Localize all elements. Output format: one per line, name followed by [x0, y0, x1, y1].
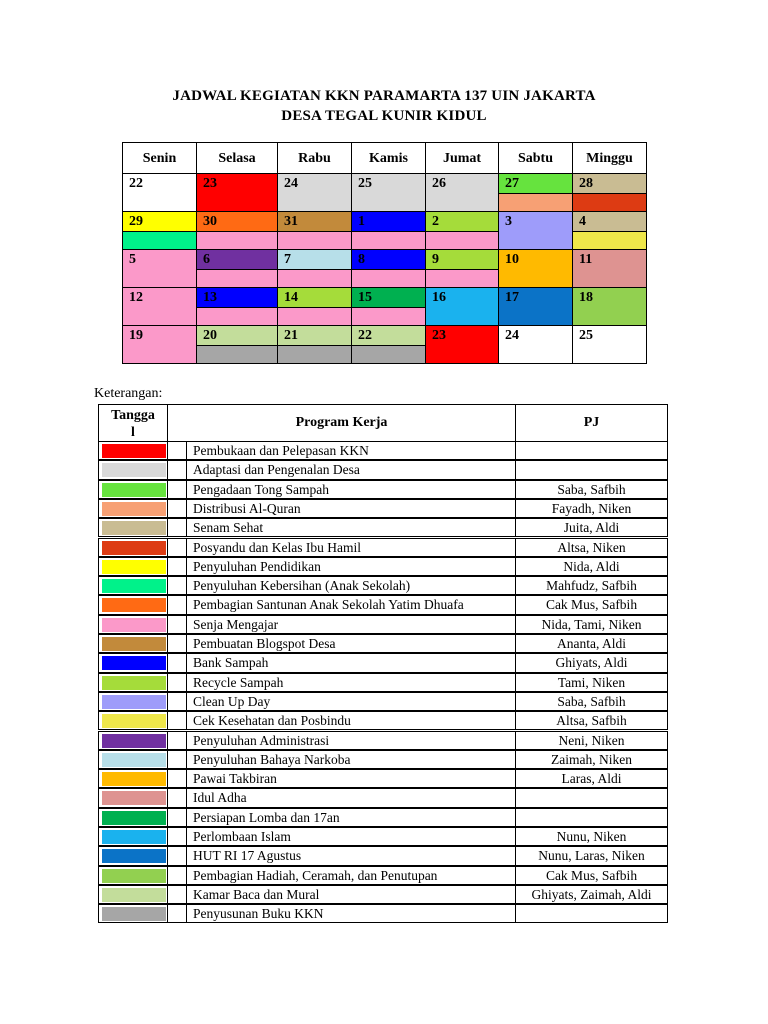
calendar-date: 10 — [505, 252, 519, 267]
calendar-date: 7 — [284, 252, 291, 267]
calendar-date: 18 — [579, 290, 593, 305]
legend-row — [98, 634, 668, 653]
color-swatch — [102, 753, 166, 767]
program-kerja-cell: Distribusi Al-Quran — [186, 499, 516, 518]
legend-row — [98, 788, 668, 807]
program-kerja-cell: Posyandu dan Kelas Ibu Hamil — [186, 538, 516, 557]
program-kerja-cell: Persiapan Lomba dan 17an — [186, 808, 516, 827]
document-subtitle: DESA TEGAL KUNIR KIDUL — [281, 108, 487, 124]
swatch-cell — [98, 653, 168, 672]
program-kerja-cell: Pembukaan dan Pelepasan KKN — [186, 441, 516, 460]
activity-color-strip — [573, 269, 646, 287]
activity-color-strip — [352, 269, 425, 287]
activity-color-strip — [123, 345, 196, 363]
swatch-cell — [98, 557, 168, 576]
color-swatch — [102, 907, 166, 921]
spacer-cell — [167, 904, 187, 923]
pj-cell: Laras, Aldi — [515, 769, 668, 788]
pj-cell: Cak Mus, Safbih — [515, 595, 668, 614]
spacer-cell — [167, 499, 187, 518]
color-swatch — [102, 598, 166, 612]
activity-color-strip — [278, 269, 351, 287]
swatch-cell — [98, 460, 168, 479]
activity-calendar — [122, 142, 646, 366]
spacer-cell — [167, 769, 187, 788]
calendar-day-cell — [196, 287, 278, 326]
calendar-day-cell — [425, 325, 499, 364]
calendar-day-cell — [425, 173, 499, 212]
color-swatch — [102, 502, 166, 516]
calendar-date: 16 — [432, 290, 446, 305]
activity-color-strip — [426, 345, 498, 363]
legend-row — [98, 518, 668, 537]
spacer-cell — [167, 808, 187, 827]
program-kerja-cell: Penyuluhan Kebersihan (Anak Sekolah) — [186, 576, 516, 595]
header-tanggal — [98, 404, 168, 442]
swatch-cell — [98, 673, 168, 692]
header-program-kerja: Program Kerja — [167, 404, 516, 442]
pj-cell: Saba, Safbih — [515, 480, 668, 499]
program-kerja-cell: Recycle Sampah — [186, 673, 516, 692]
activity-color-strip — [278, 193, 351, 211]
calendar-date: 24 — [505, 328, 519, 343]
calendar-date: 23 — [203, 176, 217, 191]
spacer-cell — [167, 518, 187, 537]
color-swatch — [102, 656, 166, 670]
header-pj: PJ — [515, 404, 668, 442]
pj-cell: Altsa, Niken — [515, 538, 668, 557]
color-swatch — [102, 811, 166, 825]
spacer-cell — [167, 827, 187, 846]
calendar-day-cell — [351, 325, 426, 364]
color-swatch — [102, 560, 166, 574]
activity-color-strip — [499, 269, 572, 287]
activity-color-strip — [197, 307, 277, 325]
color-swatch — [102, 483, 166, 497]
pj-cell: Nunu, Niken — [515, 827, 668, 846]
activity-color-strip — [197, 231, 277, 249]
calendar-day-cell — [351, 249, 426, 288]
pj-cell: Tami, Niken — [515, 673, 668, 692]
calendar-date: 28 — [579, 176, 593, 191]
pj-cell: Nida, Tami, Niken — [515, 615, 668, 634]
color-swatch — [102, 714, 166, 728]
calendar-day-cell — [572, 287, 647, 326]
calendar-day-cell — [498, 249, 573, 288]
calendar-day-cell — [351, 173, 426, 212]
program-kerja-cell: Kamar Baca dan Mural — [186, 885, 516, 904]
color-swatch — [102, 463, 166, 477]
calendar-date: 29 — [129, 214, 143, 229]
swatch-cell — [98, 441, 168, 460]
calendar-date: 12 — [129, 290, 143, 305]
color-swatch — [102, 830, 166, 844]
legend-row — [98, 885, 668, 904]
spacer-cell — [167, 615, 187, 634]
swatch-cell — [98, 750, 168, 769]
pj-cell: Zaimah, Niken — [515, 750, 668, 769]
swatch-cell — [98, 885, 168, 904]
color-swatch — [102, 849, 166, 863]
spacer-cell — [167, 595, 187, 614]
spacer-cell — [167, 441, 187, 460]
legend-row — [98, 499, 668, 518]
calendar-day-cell — [498, 211, 573, 250]
spacer-cell — [167, 538, 187, 557]
activity-color-strip — [197, 269, 277, 287]
calendar-date: 30 — [203, 214, 217, 229]
calendar-date: 20 — [203, 328, 217, 343]
spacer-cell — [167, 731, 187, 750]
legend-row — [98, 904, 668, 923]
swatch-cell — [98, 634, 168, 653]
legend-row — [98, 538, 668, 557]
calendar-day-cell — [122, 287, 197, 326]
swatch-cell — [98, 866, 168, 885]
activity-color-strip — [278, 231, 351, 249]
calendar-date: 19 — [129, 328, 143, 343]
program-kerja-cell: Pembagian Santunan Anak Sekolah Yatim Dhuafa — [186, 595, 516, 614]
day-header-senin: Senin — [122, 142, 197, 174]
pj-cell — [515, 460, 668, 479]
calendar-day-cell — [122, 325, 197, 364]
spacer-cell — [167, 846, 187, 865]
color-swatch — [102, 521, 166, 535]
program-kerja-cell: Adaptasi dan Pengenalan Desa — [186, 460, 516, 479]
legend-row — [98, 441, 668, 460]
calendar-date: 21 — [284, 328, 298, 343]
legend-row — [98, 480, 668, 499]
program-kerja-cell: Pawai Takbiran — [186, 769, 516, 788]
swatch-cell — [98, 480, 168, 499]
legend-row — [98, 653, 668, 672]
calendar-date: 23 — [432, 328, 446, 343]
legend-row — [98, 711, 668, 730]
activity-color-strip — [499, 307, 572, 325]
swatch-cell — [98, 808, 168, 827]
spacer-cell — [167, 711, 187, 730]
pj-cell — [515, 788, 668, 807]
swatch-cell — [98, 615, 168, 634]
calendar-day-cell — [498, 173, 573, 212]
program-kerja-cell: Senam Sehat — [186, 518, 516, 537]
program-kerja-cell: Penyuluhan Bahaya Narkoba — [186, 750, 516, 769]
activity-color-strip — [197, 193, 277, 211]
keterangan-label: Keterangan: — [94, 386, 163, 401]
calendar-date: 11 — [579, 252, 593, 267]
activity-color-strip — [573, 193, 646, 211]
calendar-day-cell — [196, 325, 278, 364]
swatch-cell — [98, 499, 168, 518]
day-header-kamis: Kamis — [351, 142, 426, 174]
pj-cell: Ghiyats, Zaimah, Aldi — [515, 885, 668, 904]
program-kerja-cell: Penyusunan Buku KKN — [186, 904, 516, 923]
pj-cell: Nida, Aldi — [515, 557, 668, 576]
legend-row — [98, 615, 668, 634]
swatch-cell — [98, 846, 168, 865]
calendar-date: 6 — [203, 252, 210, 267]
calendar-day-cell — [277, 249, 352, 288]
calendar-day-cell — [196, 249, 278, 288]
spacer-cell — [167, 653, 187, 672]
calendar-day-cell — [498, 287, 573, 326]
swatch-cell — [98, 788, 168, 807]
pj-cell — [515, 441, 668, 460]
calendar-day-cell — [351, 211, 426, 250]
color-swatch — [102, 618, 166, 632]
calendar-day-cell — [572, 173, 647, 212]
spacer-cell — [167, 460, 187, 479]
program-kerja-cell: Bank Sampah — [186, 653, 516, 672]
legend-row — [98, 576, 668, 595]
activity-color-strip — [123, 231, 196, 249]
calendar-date: 24 — [284, 176, 298, 191]
activity-color-strip — [499, 231, 572, 249]
calendar-day-cell — [425, 249, 499, 288]
activity-color-strip — [352, 193, 425, 211]
calendar-day-cell — [351, 287, 426, 326]
color-swatch — [102, 444, 166, 458]
activity-color-strip — [426, 269, 498, 287]
calendar-date: 3 — [505, 214, 512, 229]
spacer-cell — [167, 788, 187, 807]
calendar-date: 31 — [284, 214, 298, 229]
color-swatch — [102, 791, 166, 805]
swatch-cell — [98, 595, 168, 614]
activity-color-strip — [278, 307, 351, 325]
swatch-cell — [98, 692, 168, 711]
activity-color-strip — [352, 345, 425, 363]
activity-color-strip — [499, 193, 572, 211]
legend-row — [98, 460, 668, 479]
color-swatch — [102, 579, 166, 593]
header-tanggal-line2: l — [131, 425, 135, 440]
spacer-cell — [167, 673, 187, 692]
swatch-cell — [98, 769, 168, 788]
activity-color-strip — [352, 231, 425, 249]
swatch-cell — [98, 518, 168, 537]
program-kerja-cell: Penyuluhan Administrasi — [186, 731, 516, 750]
day-header-jumat: Jumat — [425, 142, 499, 174]
activity-color-strip — [123, 307, 196, 325]
calendar-day-cell — [277, 211, 352, 250]
activity-color-strip — [426, 231, 498, 249]
color-swatch — [102, 676, 166, 690]
program-kerja-cell: Penyuluhan Pendidikan — [186, 557, 516, 576]
spacer-cell — [167, 692, 187, 711]
day-header-sabtu: Sabtu — [498, 142, 573, 174]
calendar-day-cell — [122, 249, 197, 288]
activity-color-strip — [278, 345, 351, 363]
swatch-cell — [98, 827, 168, 846]
legend-row — [98, 846, 668, 865]
legend-row — [98, 673, 668, 692]
activity-color-strip — [426, 307, 498, 325]
calendar-day-cell — [196, 173, 278, 212]
activity-color-strip — [573, 231, 646, 249]
calendar-date: 2 — [432, 214, 439, 229]
calendar-day-cell — [122, 173, 197, 212]
calendar-date: 26 — [432, 176, 446, 191]
legend-row — [98, 595, 668, 614]
calendar-day-cell — [277, 173, 352, 212]
calendar-day-cell — [196, 211, 278, 250]
calendar-date: 4 — [579, 214, 586, 229]
activity-color-strip — [573, 307, 646, 325]
spacer-cell — [167, 557, 187, 576]
pj-cell: Cak Mus, Safbih — [515, 866, 668, 885]
program-kerja-cell: Idul Adha — [186, 788, 516, 807]
calendar-date: 1 — [358, 214, 365, 229]
pj-cell — [515, 904, 668, 923]
pj-cell: Fayadh, Niken — [515, 499, 668, 518]
calendar-day-cell — [425, 287, 499, 326]
calendar-day-cell — [277, 287, 352, 326]
calendar-day-cell — [425, 211, 499, 250]
legend-header-row — [98, 404, 668, 442]
program-kerja-cell: Pengadaan Tong Sampah — [186, 480, 516, 499]
color-swatch — [102, 772, 166, 786]
legend-row — [98, 827, 668, 846]
legend-row — [98, 750, 668, 769]
swatch-cell — [98, 538, 168, 557]
calendar-date: 14 — [284, 290, 298, 305]
color-swatch — [102, 637, 166, 651]
calendar-date: 25 — [358, 176, 372, 191]
swatch-cell — [98, 731, 168, 750]
legend-row — [98, 808, 668, 827]
legend-row — [98, 731, 668, 750]
calendar-day-cell — [572, 325, 647, 364]
program-kerja-cell: HUT RI 17 Agustus — [186, 846, 516, 865]
legend-row — [98, 866, 668, 885]
day-header-minggu: Minggu — [572, 142, 647, 174]
activity-color-strip — [197, 345, 277, 363]
pj-cell: Neni, Niken — [515, 731, 668, 750]
calendar-date: 25 — [579, 328, 593, 343]
spacer-cell — [167, 750, 187, 769]
calendar-date: 27 — [505, 176, 519, 191]
program-kerja-cell: Pembagian Hadiah, Ceramah, dan Penutupan — [186, 866, 516, 885]
program-kerja-cell: Perlombaan Islam — [186, 827, 516, 846]
calendar-date: 17 — [505, 290, 519, 305]
color-swatch — [102, 888, 166, 902]
pj-cell: Mahfudz, Safbih — [515, 576, 668, 595]
day-header-selasa: Selasa — [196, 142, 278, 174]
header-tanggal-line1: Tangga — [111, 408, 155, 423]
swatch-cell — [98, 711, 168, 730]
calendar-date: 5 — [129, 252, 136, 267]
calendar-day-cell — [498, 325, 573, 364]
program-kerja-cell: Cek Kesehatan dan Posbindu — [186, 711, 516, 730]
color-swatch — [102, 541, 166, 555]
pj-cell: Nunu, Laras, Niken — [515, 846, 668, 865]
legend-row — [98, 769, 668, 788]
swatch-cell — [98, 904, 168, 923]
program-kerja-cell: Pembuatan Blogspot Desa — [186, 634, 516, 653]
pj-cell — [515, 808, 668, 827]
activity-color-strip — [123, 269, 196, 287]
spacer-cell — [167, 634, 187, 653]
color-swatch — [102, 695, 166, 709]
pj-cell: Ghiyats, Aldi — [515, 653, 668, 672]
spacer-cell — [167, 885, 187, 904]
pj-cell: Saba, Safbih — [515, 692, 668, 711]
activity-color-strip — [426, 193, 498, 211]
spacer-cell — [167, 480, 187, 499]
document-title: JADWAL KEGIATAN KKN PARAMARTA 137 UIN JAKARTA — [172, 88, 596, 104]
calendar-day-cell — [122, 211, 197, 250]
legend-row — [98, 557, 668, 576]
legend-row — [98, 692, 668, 711]
pj-cell: Juita, Aldi — [515, 518, 668, 537]
pj-cell: Altsa, Safbih — [515, 711, 668, 730]
calendar-date: 15 — [358, 290, 372, 305]
spacer-cell — [167, 576, 187, 595]
calendar-date: 22 — [358, 328, 372, 343]
calendar-date: 9 — [432, 252, 439, 267]
program-kerja-cell: Senja Mengajar — [186, 615, 516, 634]
spacer-cell — [167, 866, 187, 885]
pj-cell: Ananta, Aldi — [515, 634, 668, 653]
calendar-date: 8 — [358, 252, 365, 267]
calendar-day-cell — [572, 249, 647, 288]
calendar-date: 22 — [129, 176, 143, 191]
swatch-cell — [98, 576, 168, 595]
activity-color-strip — [352, 307, 425, 325]
color-swatch — [102, 734, 166, 748]
day-header-rabu: Rabu — [277, 142, 352, 174]
program-kerja-cell: Clean Up Day — [186, 692, 516, 711]
calendar-day-cell — [277, 325, 352, 364]
calendar-day-cell — [572, 211, 647, 250]
color-swatch — [102, 869, 166, 883]
calendar-date: 13 — [203, 290, 217, 305]
